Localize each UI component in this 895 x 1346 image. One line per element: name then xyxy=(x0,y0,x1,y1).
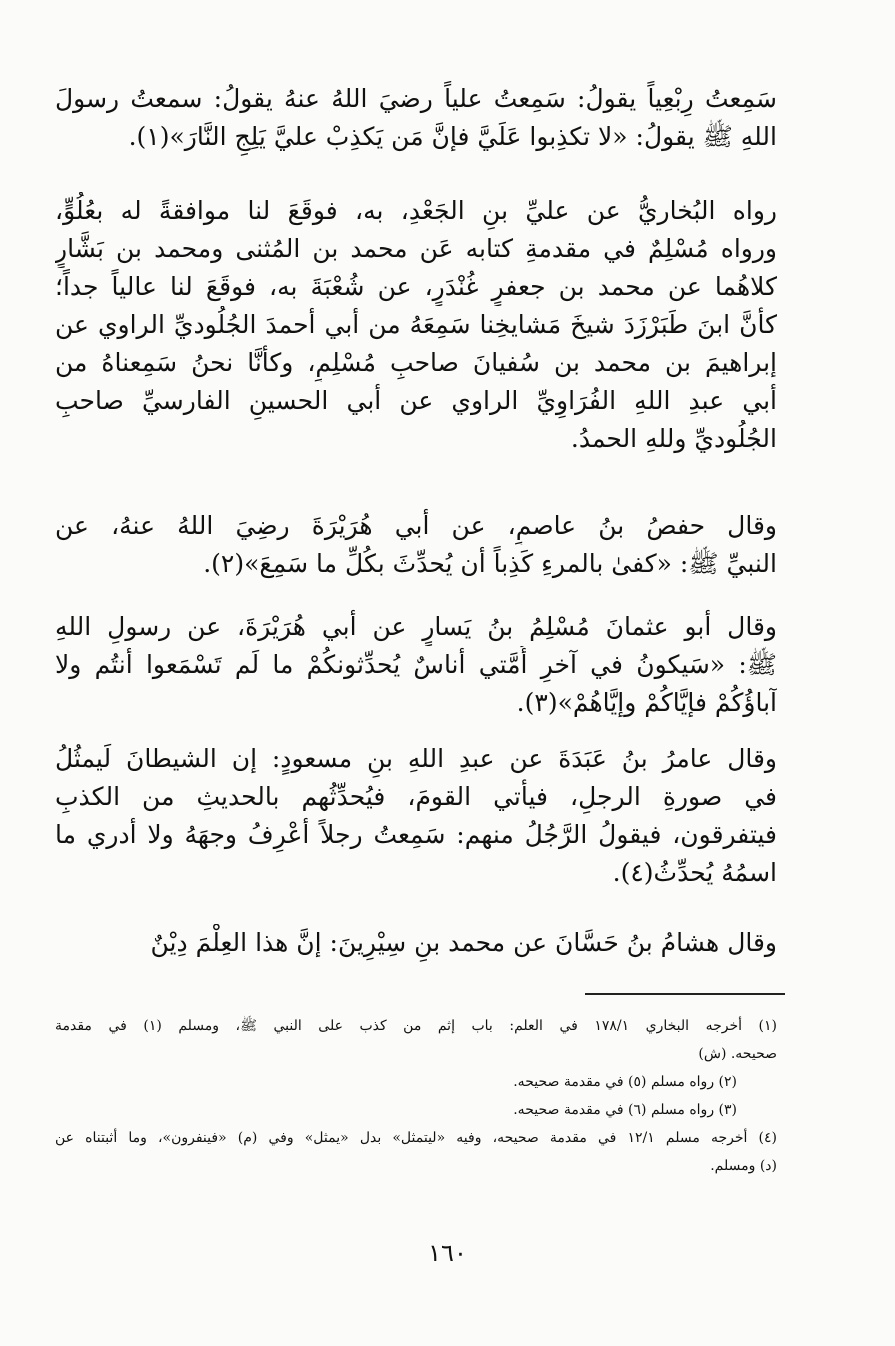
footnote-line: (د) ومسلم. xyxy=(710,1158,777,1174)
text-line: في صورةِ الرجلِ، فيأتي القومَ، فيُحدِّثُهم بالحديثِ من الكذبِ xyxy=(55,782,777,811)
footnote-separator xyxy=(585,993,785,995)
footnotes xyxy=(55,1012,777,1180)
text-line: أبي عبدِ اللهِ الفُرَاوِيِّ الراوي عن أبي الحسينِ الفارسيِّ صاحبِ xyxy=(55,386,777,415)
paragraph-3 xyxy=(55,507,777,583)
paragraph-5 xyxy=(55,740,777,892)
footnote-line: صحيحه. (ش) xyxy=(698,1046,777,1062)
paragraph-4 xyxy=(55,608,777,722)
page-number: ١٦٠ xyxy=(428,1239,467,1267)
text-line: كأنَّ ابنَ طَبَرْزَدَ شيخَ مَشايخِنا سَمِعَهُ من أبي أحمدَ الجُلُوديِّ الراوي عن xyxy=(55,310,777,339)
text-line: وقال هشامُ بنُ حَسَّانَ عن محمد بنِ سِيْرِينَ: إنَّ هذا العِلْمَ دِيْنٌ xyxy=(150,928,777,957)
text-line: الجُلُوديِّ وللهِ الحمدُ. xyxy=(570,424,777,453)
text-line: وقال عامرُ بنُ عَبَدَةَ عن عبدِ اللهِ بنِ مسعودٍ: إن الشيطانَ لَيمثُلُ xyxy=(55,744,777,773)
footnote-line: (١) أخرجه البخاري ١٧٨/١ في العلم: باب إثم من كذب على النبي ﷺ، ومسلم (١) في مقدمة xyxy=(55,1018,777,1034)
paragraph-6 xyxy=(55,924,777,962)
text-line: سَمِعتُ رِبْعِياً يقولُ: سَمِعتُ علياً رضيَ اللهُ عنهُ يقولُ: سمعتُ رسولَ xyxy=(55,84,777,113)
text-line: وقال أبو عثمانَ مُسْلِمُ بنُ يَسارٍ عن أبي هُرَيْرَةَ، عن رسولِ اللهِ xyxy=(55,612,777,641)
footnote-line: (٢) رواه مسلم (٥) في مقدمة صحيحه. xyxy=(513,1074,737,1090)
footnote-line: (٤) أخرجه مسلم ١٢/١ في مقدمة صحيحه، وفيه «ليتمثل» بدل «يمثل» وفي (م) «فينفرون»، وما أثبتناه عن xyxy=(55,1130,777,1146)
text-line: فيتفرقون، فيقولُ الرَّجُلُ منهم: سَمِعتُ رجلاً أعْرِفُ وجهَهُ ولا أدري ما xyxy=(55,820,777,849)
text-line: ﷺ: «سَيكونُ في آخرِ أُمَّتي أناسٌ يُحدِّثونكُمْ ما لَم تَسْمَعوا أنتُم ولا xyxy=(55,650,777,679)
paragraph-1 xyxy=(55,80,777,156)
text-line: إبراهيمَ بن محمد بن سُفيانَ صاحبِ مُسْلِمٍ، وكأنَّا نحنُ سَمِعناهُ من xyxy=(55,348,777,377)
paragraph-2 xyxy=(55,192,777,458)
text-line: كلاهُما عن محمد بن جعفرٍ غُنْدَرٍ، عن شُعْبَةَ به، فوقَعَ لنا عالياً جداً؛ xyxy=(55,272,777,301)
text-line: وقال حفصُ بنُ عاصمٍ، عن أبي هُرَيْرَةَ رضِيَ اللهُ عنهُ، عن xyxy=(55,511,777,540)
text-line: رواه البُخاريُّ عن عليِّ بنِ الجَعْدِ، به، فوقَعَ لنا موافقةً له بعُلُوٍّ، xyxy=(55,196,777,225)
text-line: ورواه مُسْلِمٌ في مقدمةِ كتابه عَن محمد بن المُثنى ومحمد بن بَشَّارٍ xyxy=(55,234,777,263)
text-line: اللهِ ﷺ يقولُ: «لا تكذِبوا عَلَيَّ فإنَّ مَن يَكذِبْ عليَّ يَلِجِ النَّارَ»(١). xyxy=(128,122,777,151)
footnote-line: (٣) رواه مسلم (٦) في مقدمة صحيحه. xyxy=(513,1102,737,1118)
text-line: اسمُهُ يُحدِّثُ(٤). xyxy=(612,858,777,887)
text-line: آباؤُكُمْ فإيَّاكُمْ وإيَّاهُمْ»(٣). xyxy=(516,688,777,717)
text-line: النبيِّ ﷺ: «كفىٰ بالمرءِ كَذِباً أن يُحدِّثَ بكُلِّ ما سَمِعَ»(٢). xyxy=(203,549,777,578)
